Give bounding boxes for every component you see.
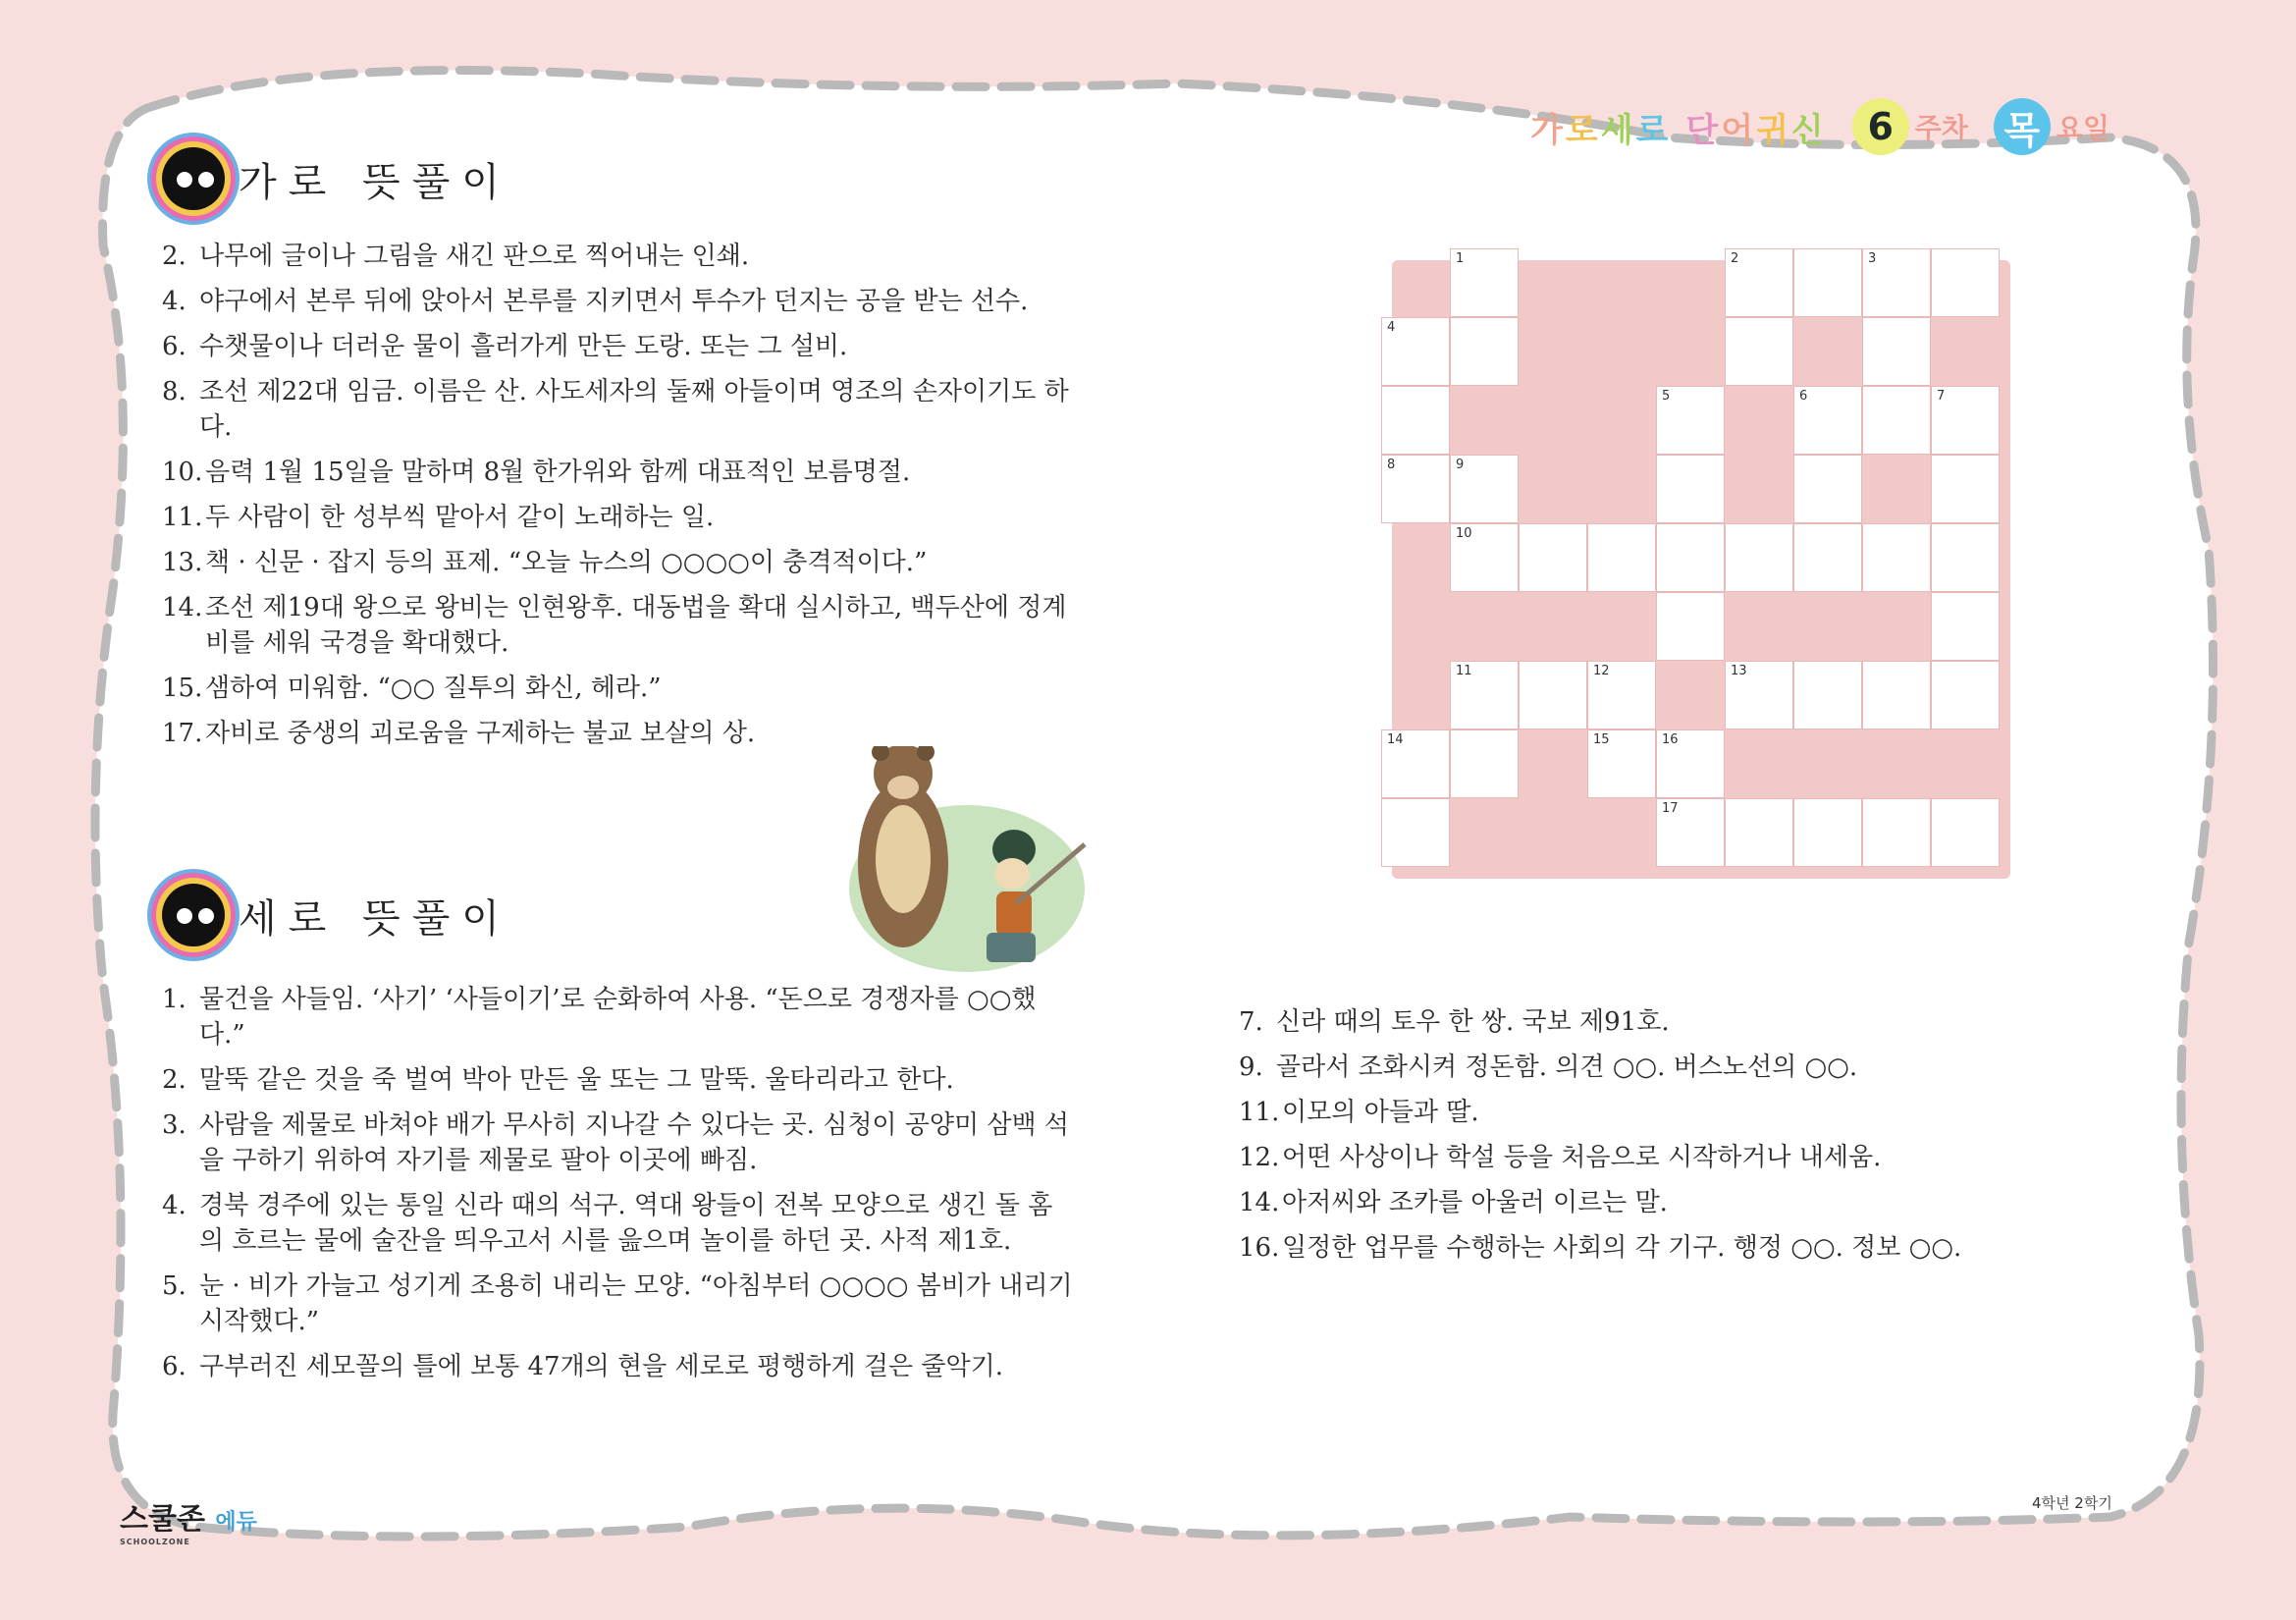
header-title-letter: 세 bbox=[1600, 110, 1636, 150]
crossword-cell[interactable] bbox=[1862, 317, 1931, 386]
crossword-cell[interactable] bbox=[1725, 661, 1793, 729]
down-clue bbox=[162, 1107, 1075, 1178]
clue-text: 자비로 중생의 괴로움을 구제하는 불교 보살의 상. bbox=[205, 719, 756, 748]
clue-number: 4. bbox=[162, 1191, 187, 1220]
publisher-logo bbox=[120, 1494, 257, 1546]
cell-number: 8 bbox=[1387, 458, 1396, 472]
across-section-header bbox=[162, 147, 511, 210]
crossword-cell[interactable] bbox=[1587, 729, 1656, 798]
across-clue bbox=[162, 374, 1075, 445]
crossword-cell[interactable] bbox=[1725, 523, 1793, 592]
clue-number: 7. bbox=[1239, 1007, 1263, 1037]
logo-suffix-text: 에듀 bbox=[215, 1510, 257, 1535]
clue-number: 6. bbox=[162, 1352, 187, 1381]
crossword-cell[interactable] bbox=[1656, 729, 1725, 798]
clue-text: 음력 1월 15일을 말하며 8월 한가위와 함께 대표적인 보름명절. bbox=[205, 458, 911, 487]
clue-number: 2. bbox=[162, 242, 187, 271]
clue-number: 15. bbox=[162, 674, 203, 703]
crossword-cell[interactable] bbox=[1931, 523, 2000, 592]
crossword-cell[interactable] bbox=[1793, 248, 1862, 317]
bear-hunter-illustration bbox=[839, 746, 1095, 982]
down-clue-list-right bbox=[1239, 1004, 2122, 1275]
crossword-cell[interactable] bbox=[1381, 455, 1450, 523]
clue-number: 11. bbox=[1239, 1098, 1280, 1127]
down-clue bbox=[162, 982, 1075, 1053]
clue-number: 3. bbox=[162, 1110, 187, 1140]
cell-number: 5 bbox=[1662, 389, 1671, 404]
clue-text: 두 사람이 한 성부씩 맡아서 같이 노래하는 일. bbox=[205, 503, 715, 532]
crossword-cell[interactable] bbox=[1381, 729, 1450, 798]
clue-text: 수챗물이나 더러운 물이 흘러가게 만든 도랑. 또는 그 설비. bbox=[199, 332, 848, 361]
across-clue bbox=[162, 329, 1075, 364]
crossword-cell[interactable] bbox=[1931, 386, 2000, 455]
clue-number: 4. bbox=[162, 287, 187, 316]
cell-number: 11 bbox=[1456, 664, 1472, 678]
crossword-cell[interactable] bbox=[1793, 798, 1862, 867]
crossword-cell[interactable] bbox=[1931, 455, 2000, 523]
clue-text: 샘하여 미워함. “○○ 질투의 화신, 헤라.” bbox=[205, 674, 662, 703]
crossword-cell[interactable] bbox=[1793, 455, 1862, 523]
clue-text: 이모의 아들과 딸. bbox=[1282, 1098, 1479, 1127]
clue-number: 13. bbox=[162, 548, 203, 577]
down-clue bbox=[1239, 1050, 2122, 1085]
clue-number: 12. bbox=[1239, 1143, 1280, 1172]
crossword-cell[interactable] bbox=[1862, 661, 1931, 729]
across-clue bbox=[162, 545, 1075, 580]
header-title-letter: 어 bbox=[1721, 110, 1757, 150]
cell-number: 14 bbox=[1387, 732, 1404, 747]
crossword-cell[interactable] bbox=[1862, 248, 1931, 317]
crossword-cell[interactable] bbox=[1862, 386, 1931, 455]
logo-sub-text: SCHOOLZONE bbox=[120, 1538, 190, 1546]
cell-number: 10 bbox=[1456, 526, 1472, 541]
cell-number: 6 bbox=[1799, 389, 1808, 404]
clue-text: 조선 제22대 임금. 이름은 산. 사도세자의 둘째 아들이며 영조의 손자이기도 하다. bbox=[199, 377, 1069, 442]
cell-number: 7 bbox=[1937, 389, 1946, 404]
crossword-cell[interactable] bbox=[1587, 523, 1656, 592]
cell-number: 2 bbox=[1731, 251, 1739, 266]
down-clue bbox=[1239, 1004, 2122, 1040]
clue-text: 야구에서 본루 뒤에 앉아서 본루를 지키면서 투수가 던지는 공을 받는 선수. bbox=[199, 287, 1029, 316]
day-label: 요일 bbox=[2056, 112, 2109, 144]
header-title-letter: 단 bbox=[1685, 110, 1722, 150]
down-clue bbox=[162, 1269, 1075, 1339]
cell-number: 4 bbox=[1387, 320, 1396, 335]
crossword-cell[interactable] bbox=[1381, 386, 1450, 455]
crossword-cell[interactable] bbox=[1381, 798, 1450, 867]
clue-text: 눈 · 비가 가늘고 성기게 조용히 내리는 모양. “아침부터 ○○○○ 봄비가 내리기 시작했다.” bbox=[199, 1271, 1073, 1336]
clue-text: 조선 제19대 왕으로 왕비는 인현왕후. 대동법을 확대 실시하고, 백두산에 정계비를 세워 국경을 확대했다. bbox=[205, 593, 1067, 658]
crossword-cell[interactable] bbox=[1656, 798, 1725, 867]
down-title: 세로 뜻풀이 bbox=[239, 895, 511, 942]
crossword-cell[interactable] bbox=[1931, 248, 2000, 317]
across-clue-list bbox=[162, 239, 1075, 761]
crossword-cell[interactable] bbox=[1725, 248, 1793, 317]
crossword-cell[interactable] bbox=[1725, 798, 1793, 867]
crossword-cell[interactable] bbox=[1381, 317, 1450, 386]
clue-text: 말뚝 같은 것을 죽 벌여 박아 만든 울 또는 그 말뚝. 울타리라고 한다. bbox=[199, 1065, 954, 1095]
clue-number: 14. bbox=[1239, 1188, 1280, 1217]
crossword-cell[interactable] bbox=[1450, 455, 1519, 523]
crossword-cell[interactable] bbox=[1862, 798, 1931, 867]
down-clue bbox=[1239, 1095, 2122, 1130]
day-badge: 목 bbox=[1994, 98, 2051, 155]
down-section-header bbox=[162, 884, 511, 946]
cell-number: 16 bbox=[1662, 732, 1679, 747]
across-clue bbox=[162, 500, 1075, 535]
week-label: 주차 bbox=[1914, 112, 1968, 144]
down-clue bbox=[1239, 1140, 2122, 1175]
crossword-cell[interactable] bbox=[1931, 592, 2000, 661]
ghost-mascot-icon bbox=[162, 147, 225, 210]
clue-number: 11. bbox=[162, 503, 203, 532]
down-clue bbox=[162, 1062, 1075, 1098]
week-number-badge: 6 bbox=[1852, 98, 1909, 155]
clue-number: 16. bbox=[1239, 1233, 1280, 1263]
page-header bbox=[1530, 98, 2109, 155]
across-title: 가로 뜻풀이 bbox=[239, 159, 511, 205]
down-clue-list-left bbox=[162, 982, 1075, 1394]
header-title-letter: 귀 bbox=[1756, 110, 1791, 150]
header-title-letter bbox=[1672, 111, 1686, 150]
clue-number: 5. bbox=[162, 1271, 187, 1301]
crossword-cell[interactable] bbox=[1450, 729, 1519, 798]
crossword-cell[interactable] bbox=[1587, 661, 1656, 729]
header-title-letter: 로 bbox=[1635, 110, 1672, 150]
across-clue bbox=[162, 671, 1075, 706]
cell-number: 13 bbox=[1731, 664, 1747, 678]
clue-text: 책 · 신문 · 잡지 등의 표제. “오늘 뉴스의 ○○○○이 충격적이다.” bbox=[205, 548, 928, 577]
cell-number: 3 bbox=[1868, 251, 1877, 266]
crossword-cell[interactable] bbox=[1656, 386, 1725, 455]
crossword-cell[interactable] bbox=[1656, 592, 1725, 661]
clue-text: 물건을 사들임. ‘사기’ ‘사들이기’로 순화하여 사용. “돈으로 경쟁자를 ○○했다.” bbox=[199, 985, 1037, 1050]
crossword-cell[interactable] bbox=[1793, 661, 1862, 729]
ghost-mascot-icon bbox=[162, 884, 225, 946]
across-clue bbox=[162, 590, 1075, 661]
grade-label: 4학년 2학기 bbox=[2032, 1494, 2112, 1512]
crossword-cell[interactable] bbox=[1931, 798, 2000, 867]
clue-text: 신라 때의 토우 한 쌍. 국보 제91호. bbox=[1276, 1007, 1670, 1037]
clue-number: 1. bbox=[162, 985, 187, 1014]
clue-text: 경북 경주에 있는 통일 신라 때의 석구. 역대 왕들이 전복 모양으로 생긴 돌 홈의 흐르는 물에 술잔을 띄우고서 시를 읊으며 놀이를 하던 곳. 사적 제1호. bbox=[199, 1191, 1053, 1256]
down-clue bbox=[162, 1188, 1075, 1259]
crossword-cell[interactable] bbox=[1450, 317, 1519, 386]
across-clue bbox=[162, 284, 1075, 319]
cell-number: 9 bbox=[1456, 458, 1465, 472]
down-clue bbox=[1239, 1230, 2122, 1266]
header-title-letter: 신 bbox=[1790, 110, 1827, 150]
cell-number: 12 bbox=[1593, 664, 1610, 678]
clue-text: 어떤 사상이나 학설 등을 처음으로 시작하거나 내세움. bbox=[1282, 1143, 1882, 1172]
crossword-cell[interactable] bbox=[1793, 523, 1862, 592]
clue-number: 6. bbox=[162, 332, 187, 361]
down-clue bbox=[1239, 1185, 2122, 1220]
down-clue bbox=[162, 1349, 1075, 1384]
crossword-cell[interactable] bbox=[1450, 248, 1519, 317]
clue-number: 17. bbox=[162, 719, 203, 748]
crossword-grid bbox=[1381, 248, 2000, 867]
crossword-cell[interactable] bbox=[1450, 661, 1519, 729]
clue-number: 2. bbox=[162, 1065, 187, 1095]
crossword-cell[interactable] bbox=[1656, 523, 1725, 592]
crossword-cell[interactable] bbox=[1725, 317, 1793, 386]
header-title-letter: 로 bbox=[1565, 110, 1601, 150]
crossword-cell[interactable] bbox=[1862, 523, 1931, 592]
header-title-letter: 가 bbox=[1530, 110, 1566, 150]
across-clue bbox=[162, 455, 1075, 490]
clue-text: 일정한 업무를 수행하는 사회의 각 기구. 행정 ○○. 정보 ○○. bbox=[1282, 1233, 1962, 1263]
clue-number: 14. bbox=[162, 593, 203, 622]
clue-number: 8. bbox=[162, 377, 187, 406]
clue-text: 나무에 글이나 그림을 새긴 판으로 찍어내는 인쇄. bbox=[199, 242, 750, 271]
cell-number: 1 bbox=[1456, 251, 1465, 266]
crossword-cell[interactable] bbox=[1519, 523, 1587, 592]
clue-number: 10. bbox=[162, 458, 203, 487]
clue-text: 구부러진 세모꼴의 틀에 보통 47개의 현을 세로로 평행하게 걸은 줄악기. bbox=[199, 1352, 1003, 1381]
cell-number: 17 bbox=[1662, 801, 1679, 816]
header-title bbox=[1530, 103, 1827, 151]
clue-text: 사람을 제물로 바쳐야 배가 무사히 지나갈 수 있다는 곳. 심청이 공양미 삼백 석을 구하기 위하여 자기를 제물로 팔아 이곳에 빠짐. bbox=[199, 1110, 1070, 1175]
cell-number: 15 bbox=[1593, 732, 1610, 747]
clue-number: 9. bbox=[1239, 1053, 1263, 1082]
crossword-cell[interactable] bbox=[1450, 523, 1519, 592]
clue-text: 골라서 조화시켜 정돈함. 의견 ○○. 버스노선의 ○○. bbox=[1276, 1053, 1858, 1082]
clue-text: 아저씨와 조카를 아울러 이르는 말. bbox=[1282, 1188, 1668, 1217]
across-clue bbox=[162, 239, 1075, 274]
crossword-cell[interactable] bbox=[1931, 661, 2000, 729]
crossword-cell[interactable] bbox=[1793, 386, 1862, 455]
crossword-cell[interactable] bbox=[1656, 455, 1725, 523]
logo-main-text: 스쿨존 bbox=[120, 1502, 205, 1537]
crossword-cell[interactable] bbox=[1519, 661, 1587, 729]
